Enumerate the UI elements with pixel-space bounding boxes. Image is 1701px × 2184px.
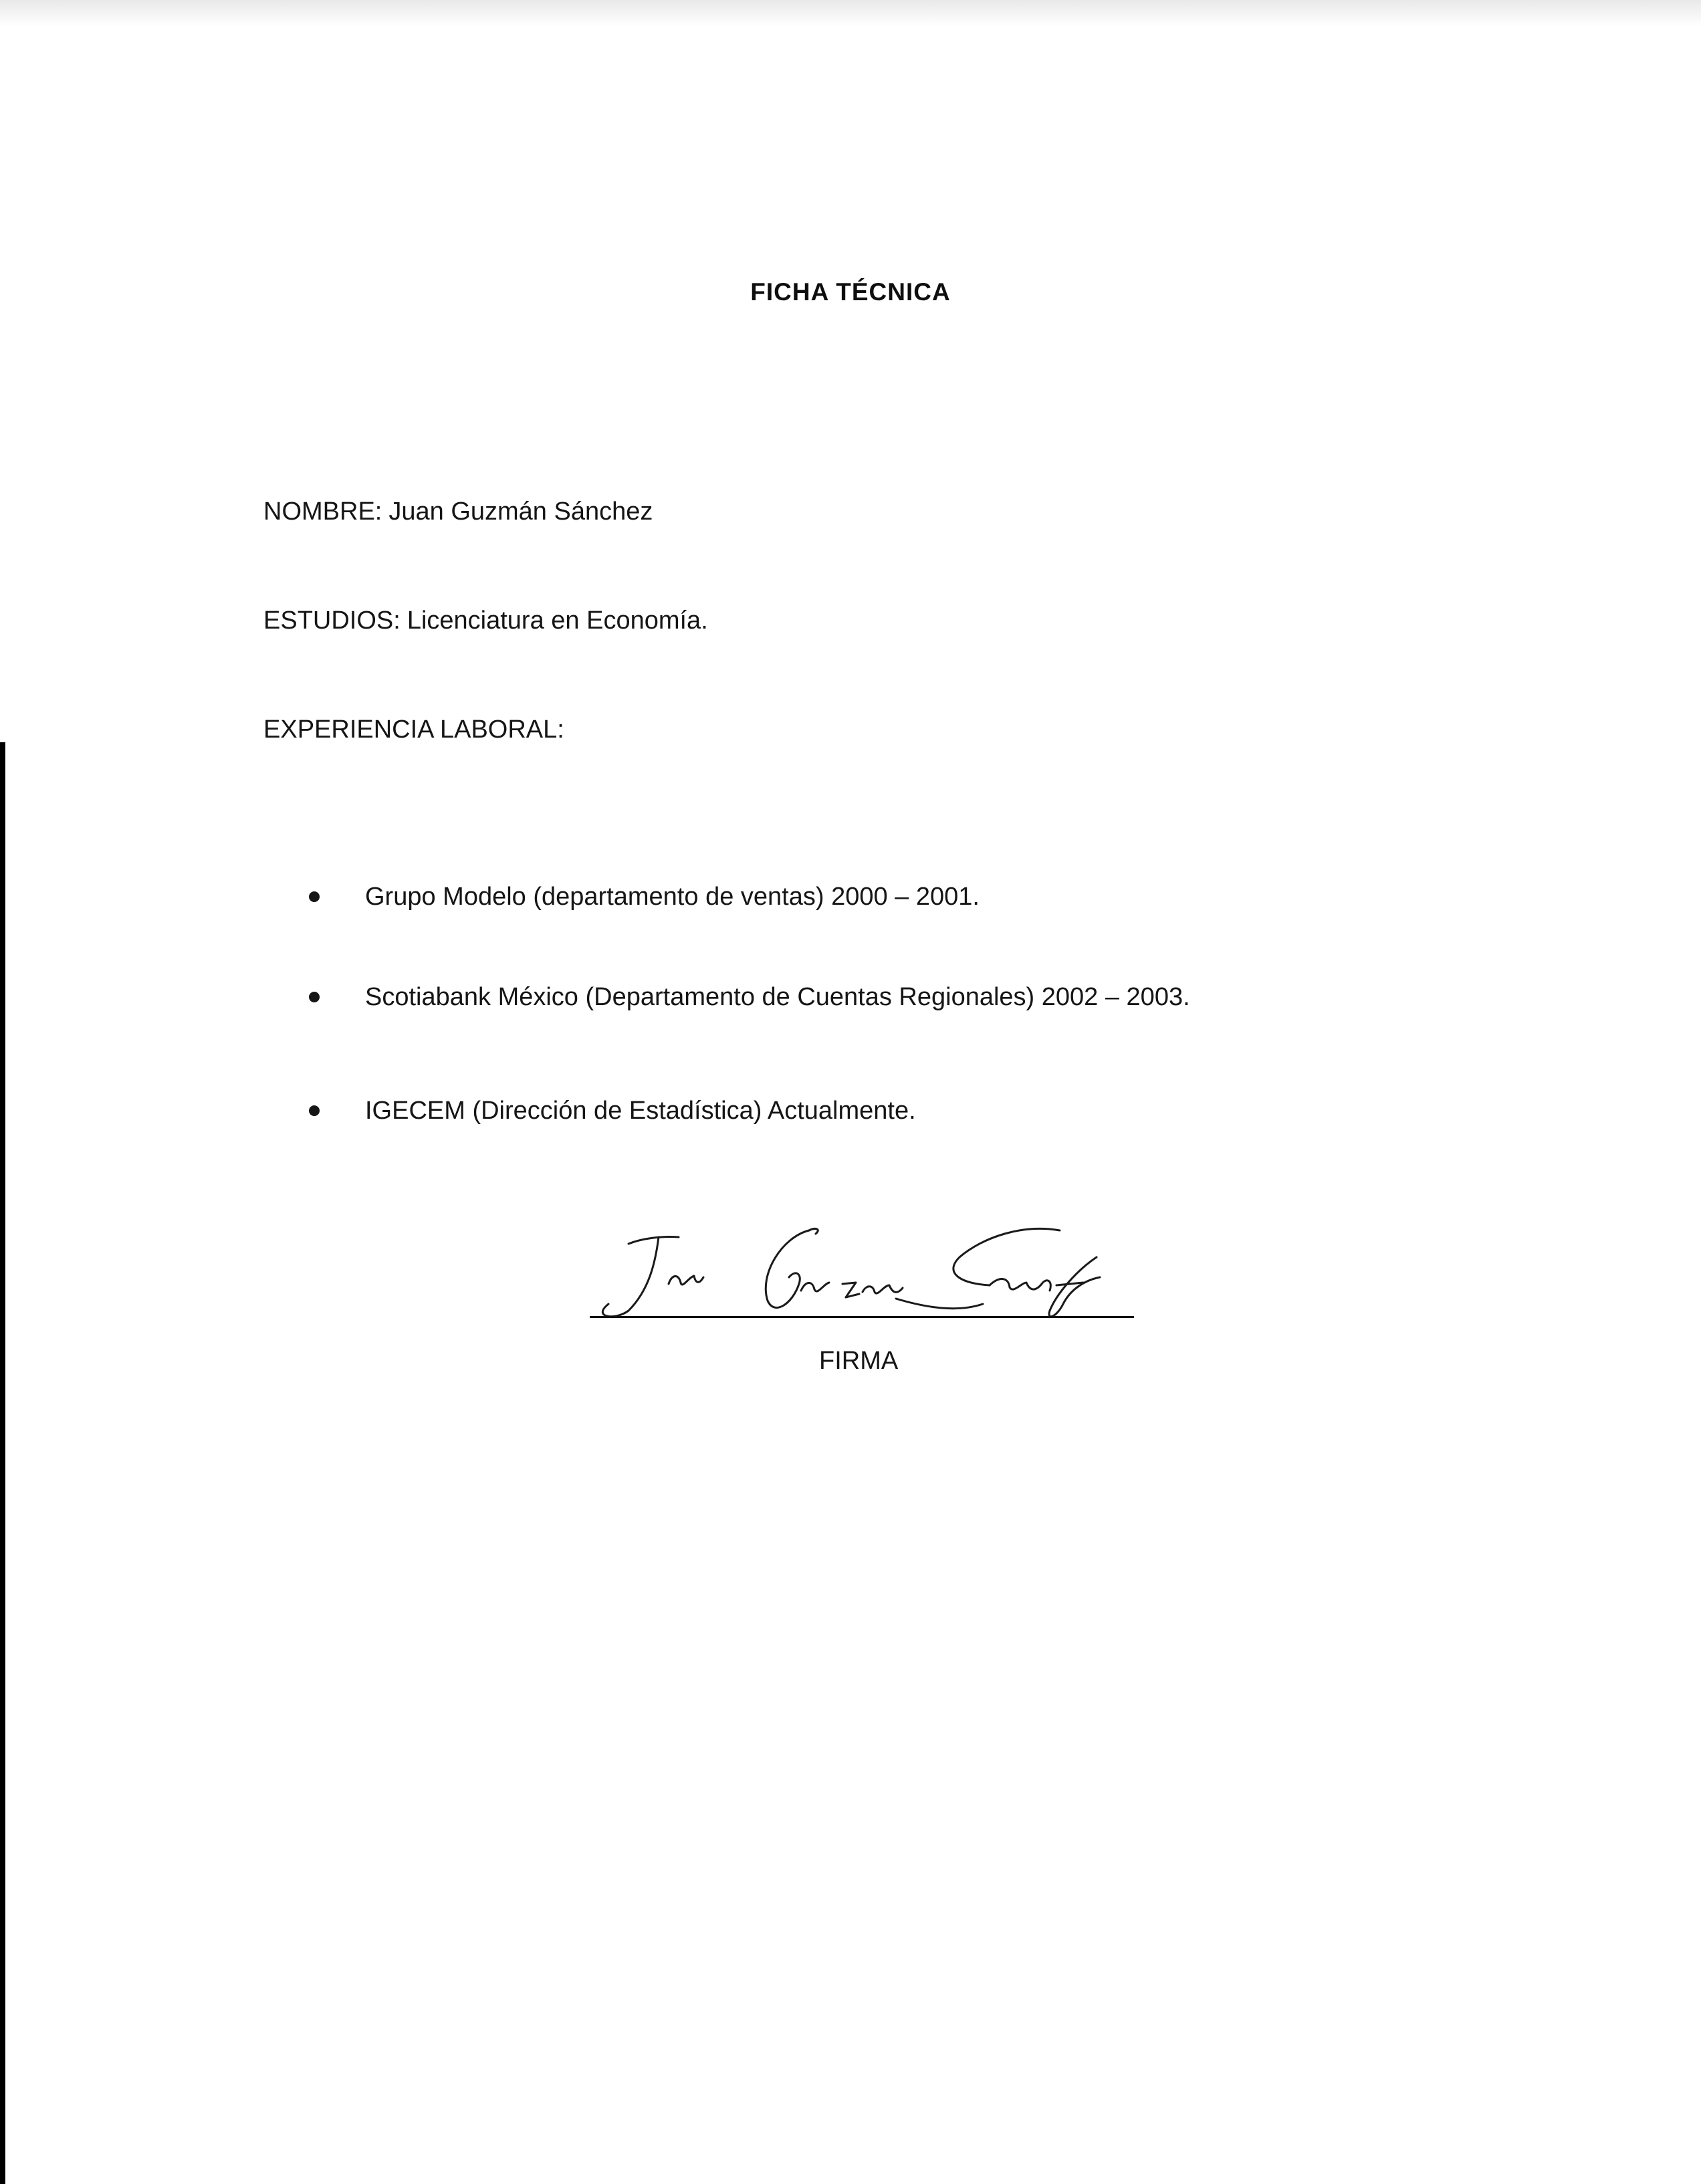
signature-stroke	[842, 1283, 859, 1297]
signature-stroke	[801, 1283, 829, 1291]
job-text: Grupo Modelo (departamento de ventas) 2000 – 2001.	[365, 883, 980, 911]
job-text: Scotiabank México (Departamento de Cuentas Regionales) 2002 – 2003.	[365, 983, 1190, 1011]
job-text: IGECEM (Dirección de Estadística) Actualmente.	[365, 1097, 916, 1125]
signature-line	[590, 1316, 1134, 1318]
list-item	[309, 883, 980, 911]
signature-stroke	[669, 1276, 703, 1285]
signature-icon	[588, 1210, 1150, 1331]
bullet-icon	[309, 891, 320, 902]
signature-stroke	[629, 1236, 679, 1244]
signature-stroke	[863, 1285, 903, 1293]
nombre-label: NOMBRE:	[263, 498, 382, 526]
nombre-field	[263, 498, 653, 526]
list-item	[309, 1097, 916, 1125]
firma-label: FIRMA	[819, 1347, 899, 1375]
signature-stroke	[809, 1229, 818, 1234]
signature-stroke	[953, 1228, 1060, 1285]
experiencia-heading: EXPERIENCIA LABORAL:	[263, 716, 564, 744]
estudios-field	[263, 607, 708, 635]
nombre-value: Juan Guzmán Sánchez	[388, 498, 653, 526]
bullet-icon	[309, 992, 320, 1002]
bullet-icon	[309, 1105, 320, 1116]
scan-edge	[0, 742, 5, 2184]
scan-shadow	[0, 0, 1701, 27]
page-title: FICHA TÉCNICA	[750, 278, 951, 306]
estudios-value: Licenciatura en Economía.	[407, 607, 708, 635]
estudios-label: ESTUDIOS:	[263, 607, 401, 635]
signature-stroke	[896, 1299, 983, 1309]
signature-stroke	[990, 1279, 1050, 1291]
signature-stroke	[766, 1230, 809, 1307]
list-item	[309, 983, 1190, 1012]
signature-stroke	[602, 1237, 659, 1317]
signature-stroke	[1049, 1257, 1100, 1317]
